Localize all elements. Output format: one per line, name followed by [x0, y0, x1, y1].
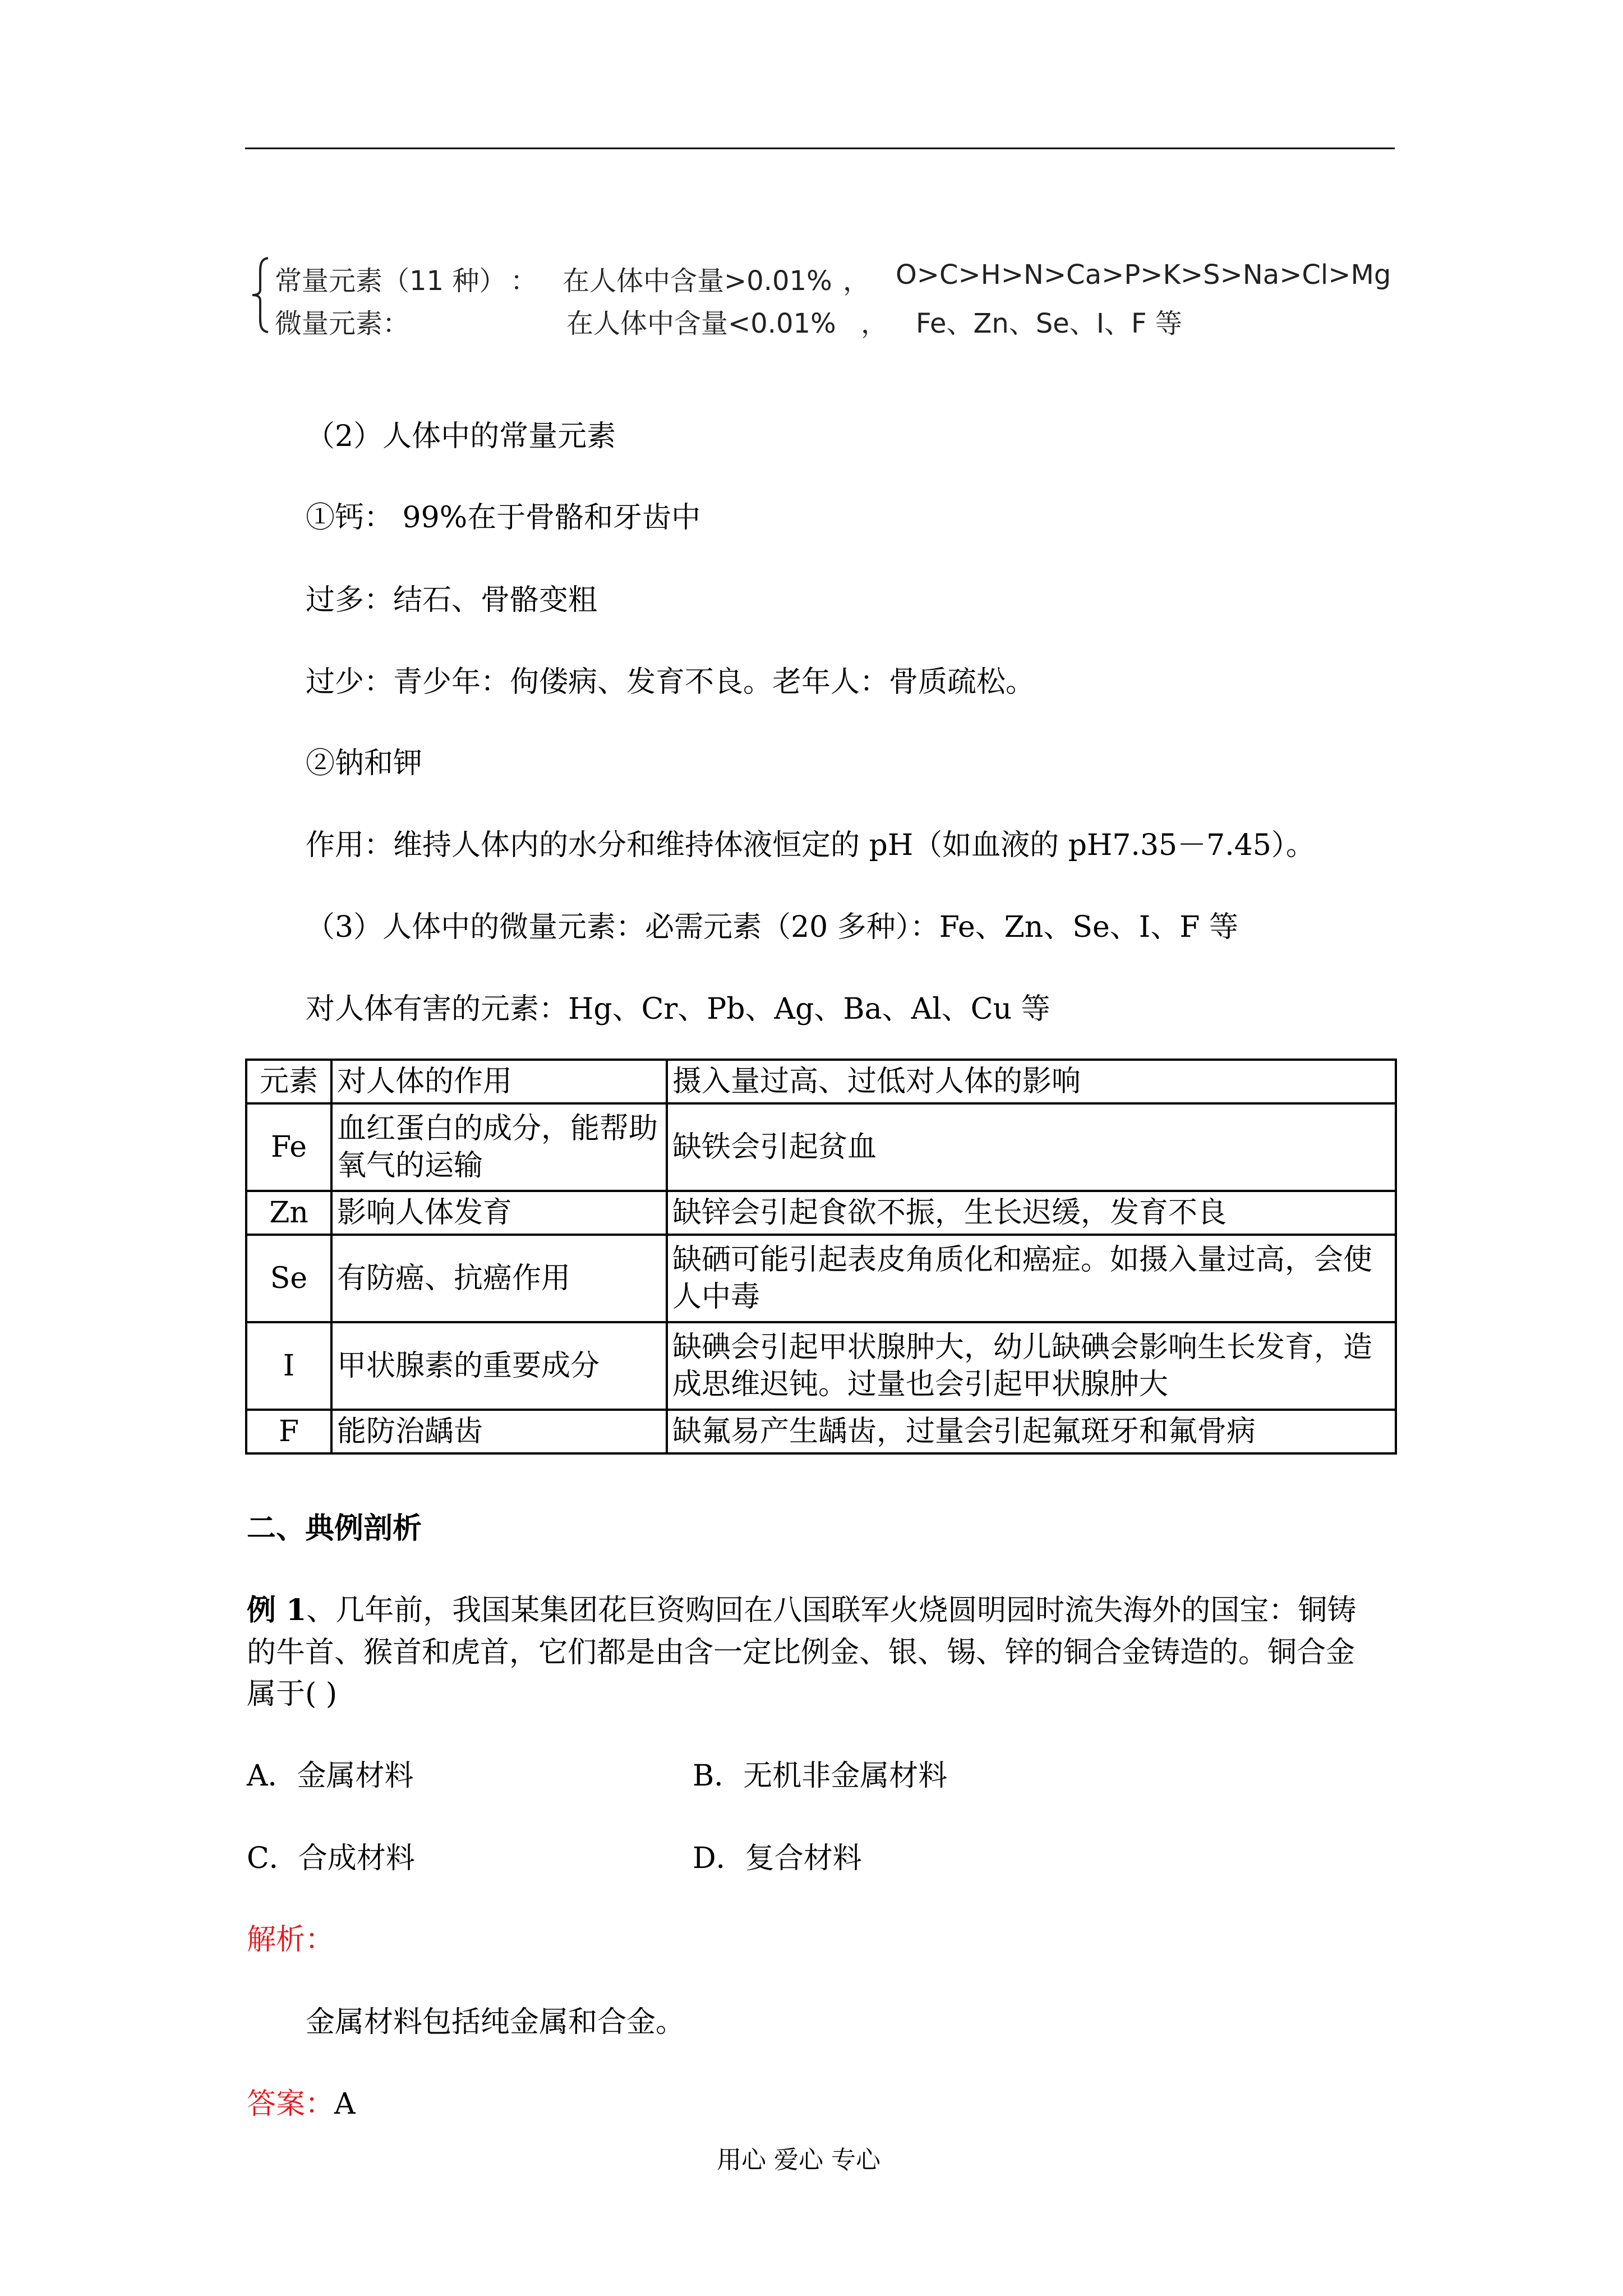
trace-element-name: 微量元素：	[275, 308, 410, 339]
table-cell-element: Se	[246, 1235, 331, 1322]
major-element-name: 常量元素（11 种）	[275, 265, 506, 297]
table-header-cell: 对人体的作用	[331, 1060, 667, 1103]
para-harmful-elements: 对人体有害的元素：Hg、Cr、Pb、Ag、Ba、Al、Cu 等	[306, 992, 1050, 1026]
example-line-1	[247, 1586, 1356, 1628]
table-cell-effect: 缺氟易产生龋齿，过量会引起氟斑牙和氟骨病	[667, 1410, 1396, 1453]
table-header-cell: 元素	[246, 1060, 331, 1103]
example-line-2: 的牛首、猴首和虎首，它们都是由含一定比例金、银、锡、锌的铜合金铸造的。铜合金	[247, 1636, 1355, 1669]
table-row	[246, 1322, 1396, 1410]
table-cell-role: 甲状腺素的重要成分	[331, 1322, 667, 1410]
option-a: A．金属材料	[247, 1759, 414, 1793]
option-d: D．复合材料	[693, 1842, 862, 1875]
answer-line	[247, 2080, 356, 2122]
table-row	[246, 1410, 1396, 1453]
para-function: 作用：维持人体内的水分和维持体液恒定的 pH（如血液的 pH7.35－7.45）。	[306, 829, 1315, 862]
table-cell-effect: 缺硒可能引起表皮角质化和癌症。如摄入量过高，会使人中毒	[667, 1235, 1396, 1322]
section-title: 二、典例剖析	[247, 1511, 422, 1545]
table-cell-role: 影响人体发育	[331, 1191, 667, 1235]
table-cell-element: Zn	[246, 1191, 331, 1235]
trace-element-list: Fe、Zn、Se、I、F 等	[916, 308, 1182, 339]
table-cell-role: 能防治龋齿	[331, 1410, 667, 1453]
table-cell-element: F	[246, 1410, 331, 1453]
option-c: C．合成材料	[247, 1842, 415, 1875]
major-element-sep: ：	[510, 265, 538, 297]
brace-icon	[251, 257, 270, 333]
example-label: 例 1	[247, 1593, 307, 1627]
para-major-elements: （2）人体中的常量元素	[306, 420, 616, 453]
example-line-3: 属于( )	[247, 1677, 338, 1711]
para-sodium-potassium: ②钠和钾	[306, 747, 423, 780]
table-header-row	[246, 1060, 1396, 1103]
analysis-label: 解析：	[247, 1923, 335, 1957]
example-text-1: 、几年前，我国某集团花巨资购回在八国联军火烧圆明园时流失海外的国宝：铜铸	[306, 1594, 1357, 1627]
major-element-list: O>C>H>N>Ca>P>K>S>Na>Cl>Mg	[896, 259, 1391, 291]
table-cell-role: 有防癌、抗癌作用	[331, 1235, 667, 1322]
table-row	[246, 1191, 1396, 1235]
table-cell-element: I	[246, 1322, 331, 1410]
table-cell-effect: 缺碘会引起甲状腺肿大，幼儿缺碘会影响生长发育，造成思维迟钝。过量也会引起甲状腺肿大	[667, 1322, 1396, 1410]
element-table	[245, 1059, 1397, 1455]
para-trace-elements: （3）人体中的微量元素：必需元素（20 多种）：Fe、Zn、Se、I、F 等	[306, 910, 1238, 944]
page-footer: 用心 爱心 专心	[717, 2146, 880, 2174]
para-calcium: ①钙： 99%在于骨骼和牙齿中	[306, 501, 701, 535]
analysis-text: 金属材料包括纯金属和合金。	[306, 2005, 685, 2039]
answer-value: A	[334, 2087, 356, 2121]
para-calcium-excess: 过多：结石、骨骼变粗	[306, 583, 598, 617]
table-row	[246, 1103, 1396, 1191]
header-rule	[245, 148, 1395, 149]
table-cell-effect: 缺铁会引起贫血	[667, 1103, 1396, 1191]
table-cell-element: Fe	[246, 1103, 331, 1191]
major-element-content: 在人体中含量>0.01%	[562, 265, 832, 297]
para-calcium-deficit: 过少：青少年：佝偻病、发育不良。老年人：骨质疏松。	[306, 665, 1035, 699]
table-cell-role: 血红蛋白的成分，能帮助氧气的运输	[331, 1103, 667, 1191]
answer-label: 答案：	[247, 2087, 335, 2121]
major-element-comma: ，	[843, 265, 870, 297]
table-header-cell: 摄入量过高、过低对人体的影响	[667, 1060, 1396, 1103]
option-b: B．无机非金属材料	[693, 1759, 948, 1793]
table-cell-effect: 缺锌会引起食欲不振，生长迟缓，发育不良	[667, 1191, 1396, 1235]
trace-element-content: 在人体中含量<0.01%	[566, 308, 836, 339]
table-row	[246, 1235, 1396, 1322]
trace-element-comma: ，	[861, 308, 888, 339]
